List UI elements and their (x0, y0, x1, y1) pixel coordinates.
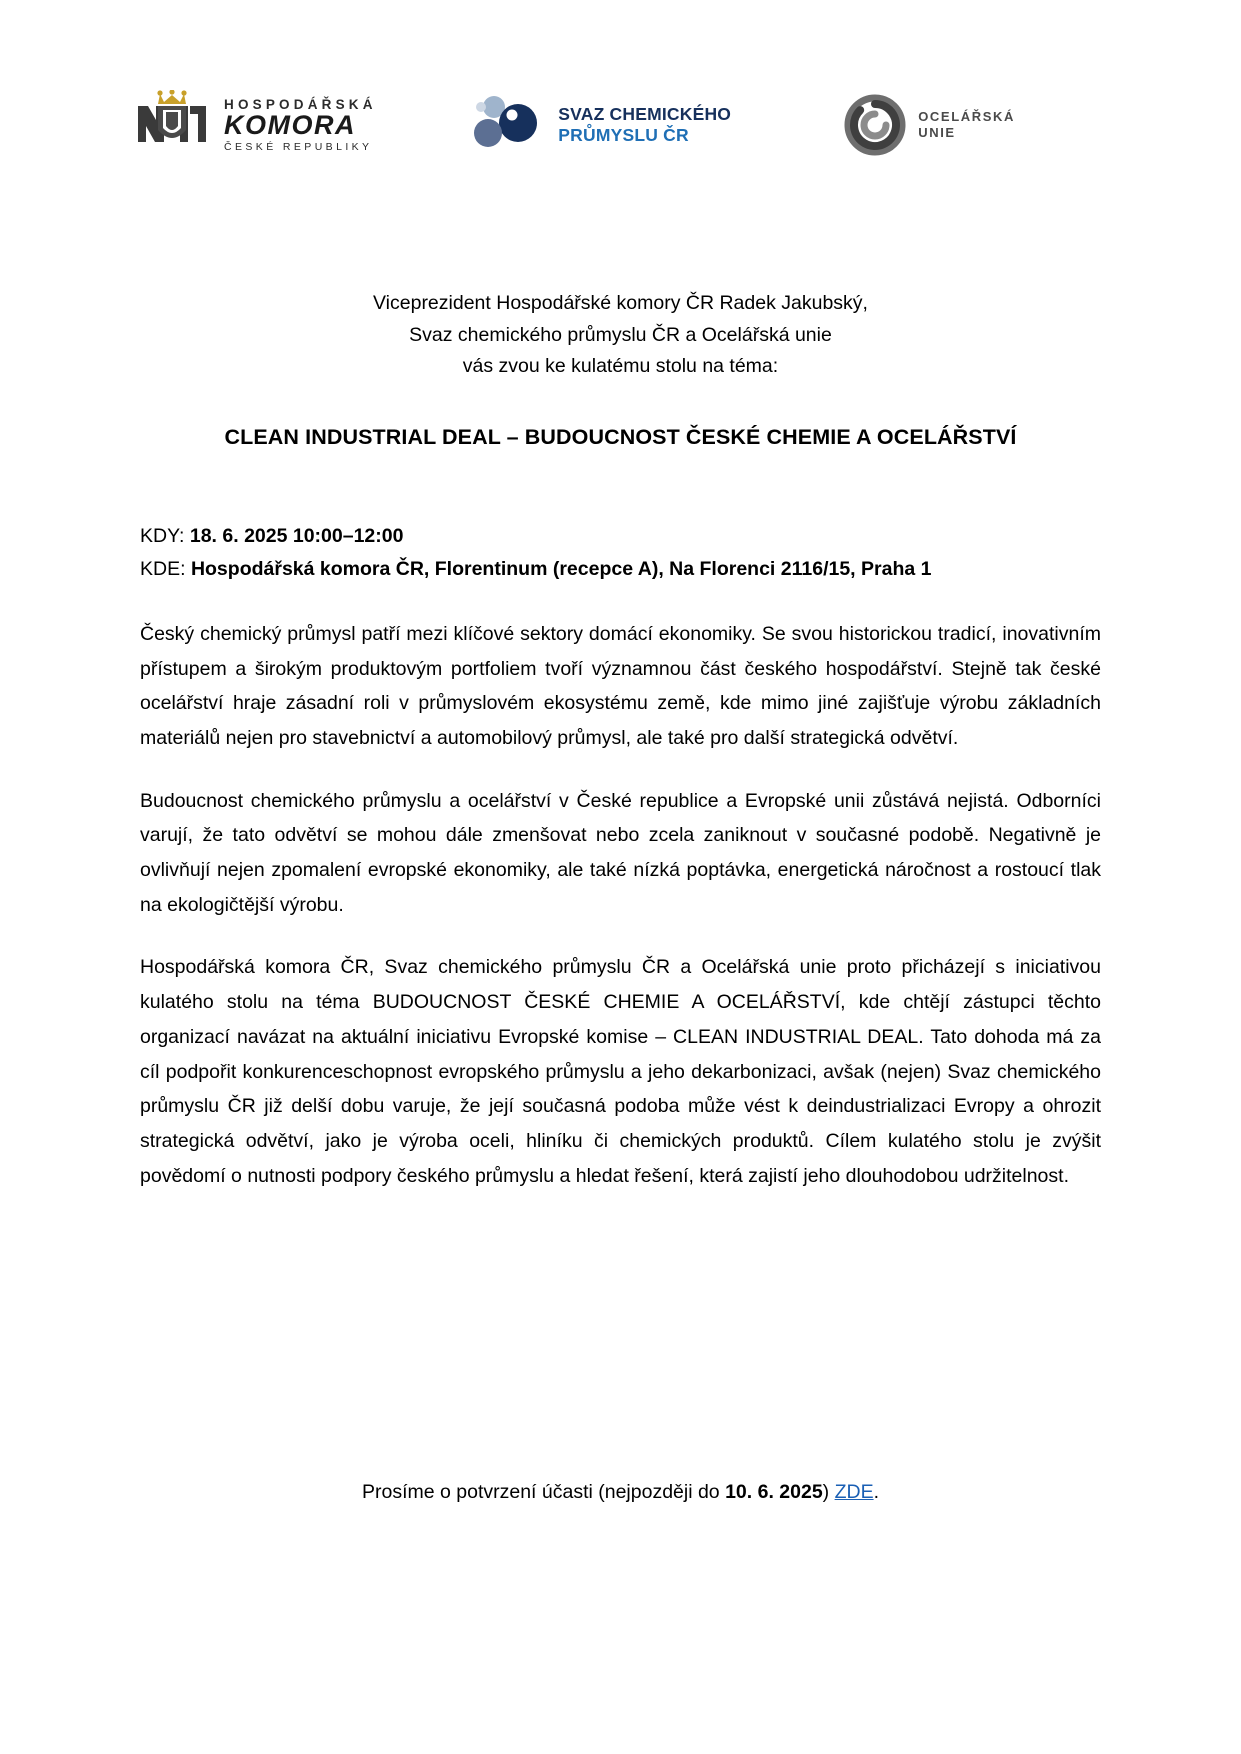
paragraph-2: Budoucnost chemického průmyslu a ocelářství v České republice a Evropské unii zůstává nejistá. Odborníci varují, že tato odvětví se mohou dále zmenšovat nebo zcela zaniknout v současné podobě. Negativně je ovlivňují nejen zpomalení evropské ekonomiky, ale také nízká poptávka, energetická náročnost a rostoucí tlak na ekologičtější výrobu. (140, 789, 1101, 916)
rsvp-deadline-date: 10. 6. 2025 (725, 1481, 823, 1503)
logo-row (130, 70, 1101, 180)
intro-line-3: vás zvou ke kulatému stolu na téma: (462, 355, 779, 378)
molecule-bubbles-icon (468, 93, 546, 157)
steel-spiral-icon (844, 94, 906, 156)
intro-line-1: Viceprezident Hospodářské komory ČR Radek Jakubský, (373, 292, 868, 314)
paragraph-1: Český chemický průmysl patří mezi klíčové sektory domácí ekonomiky. Se svou historickou tradicí, inovativním přístupem a širokým produktovým portfoliem tvoří významnou část českého hospodářství. Stejně tak české ocelářství hraje zásadní roli v průmyslovém ekosystému země, kde mimo jiné zajišťuje výrobu základních materiálů nejen pro stavebnictví a automobilový průmysl, ale také pro další strategická odvětví. (140, 622, 1101, 749)
rsvp-footer (0, 1481, 1241, 1504)
logo-ocelarska-unie (844, 94, 1101, 156)
invitation-intro (140, 288, 1101, 383)
body-text (140, 617, 1101, 1194)
logo-svaz-chemickeho-prumyslu (468, 93, 794, 157)
event-when-row (140, 520, 1101, 554)
event-details (140, 520, 1101, 587)
logo-hospodarska-komora (130, 90, 426, 160)
rsvp-text-before: Prosíme o potvrzení účasti (nejpozději do (361, 1481, 726, 1503)
event-where-value: Hospodářská komora ČR, Florentinum (recepce A), Na Florenci 2116/15, Praha 1 (190, 558, 932, 581)
logo-hk-line2: KOMORA (224, 110, 356, 140)
logo-hk-line3: ČESKÉ REPUBLIKY (224, 141, 373, 153)
rsvp-text-middle: ) (822, 1481, 835, 1503)
paragraph-3: Hospodářská komora ČR, Svaz chemického průmyslu ČR a Ocelářská unie proto přicházejí s iniciativou kulatého stolu na téma BUDOUCNOST ČESKÉ CHEMIE A OCELÁŘSTVÍ, kde chtějí zástupci těchto organizací navázat na aktuální iniciativu Evropské komise – CLEAN INDUSTRIAL DEAL. Tato dohoda má za cíl podpořit konkurenceschopnost evropského průmyslu a jeho dekarbonizaci, avšak (nejen) Svaz chemického průmyslu ČR již delší dobu varuje, že její současná podoba může vést k deindustrializaci Evropy a ohrozit strategická odvětví, jako je výroba oceli, hliníku či chemických produktů. Cílem kulatého stolu je zvýšit povědomí o nutnosti podpory českého průmyslu a hledat řešení, která zajistí jeho dlouhodobou udržitelnost. (140, 956, 1101, 1187)
event-where-label: KDE: (140, 558, 191, 581)
rsvp-link[interactable]: ZDE (834, 1481, 874, 1503)
event-when-value: 18. 6. 2025 10:00–12:00 (189, 524, 404, 547)
event-when-label: KDY: (140, 524, 190, 547)
event-where-row (140, 553, 1101, 587)
rsvp-text-after: . (873, 1481, 880, 1503)
logo-ou-line1: OCELÁŘSKÁ (918, 108, 1015, 124)
page-title: CLEAN INDUSTRIAL DEAL – BUDOUCNOST ČESKÉ CHEMIE A OCELÁŘSTVÍ (224, 424, 1017, 449)
crown-shield-icon (130, 90, 214, 160)
logo-ou-line2: UNIE (918, 125, 956, 140)
logo-svaz-line1: SVAZ CHEMICKÉHO (558, 104, 732, 125)
logo-svaz-line2: PRŮMYSLU ČR (558, 125, 689, 145)
logo-hk-line1: HOSPODÁŘSKÁ (224, 96, 377, 112)
intro-line-2: Svaz chemického průmyslu ČR a Ocelářská unie (409, 323, 832, 346)
